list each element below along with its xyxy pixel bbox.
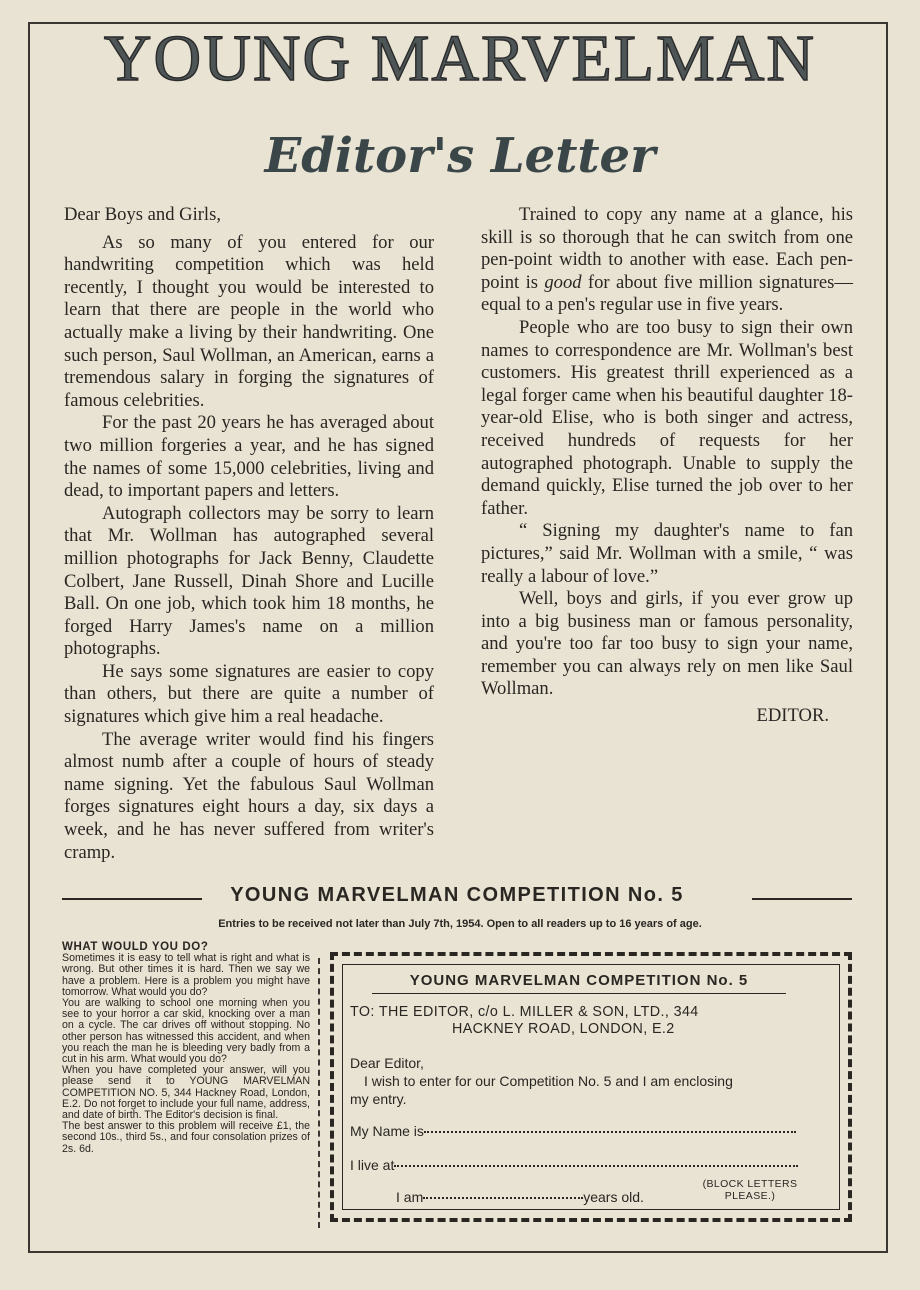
problem-paragraph: The best answer to this problem will receive £1, the second 10s., third 5s., and four consolation prizes of 2s. 6d. — [62, 1120, 310, 1155]
letter-salutation: Dear Boys and Girls, — [64, 204, 221, 225]
problem-paragraph: You are walking to school one morning when you see to your horror a car skid, knocking over a man on a cycle. The car drives off without stopping. No other person has witnessed this accident, and when you reach the man he is bleeding very badly from a cut in his arm. What would you do? — [62, 997, 310, 1066]
text-run: Trained to copy any name at a glance, his skill is so thorough that he can switch from one pen-point width to another with ease. Each pen-point is — [481, 204, 853, 293]
address-line: TO: THE EDITOR, c/o L. MILLER & SON, LTD., 344 — [350, 1004, 699, 1020]
text-run: for about five million signatures— equal to a pen's regular use in five years. — [481, 271, 853, 316]
coupon-body: I wish to enter for our Competition No. 5 and I am enclosing — [364, 1073, 733, 1089]
coupon-message — [350, 1054, 820, 1108]
letter-paragraph — [481, 204, 853, 317]
letter-paragraph: Autograph collectors may be sorry to learn that Mr. Wollman has autographed several million photographs for Jack Benny, Claudette Colbert, Jane Russell, Dinah Shore and Lucille Ball. On one job, which took him 18 months, he forged Harry James's name on a million photographs. — [64, 502, 434, 660]
emphasis-word: good — [544, 271, 582, 293]
age-field[interactable] — [396, 1188, 644, 1206]
competition-heading-bar — [62, 884, 852, 914]
name-label: My Name is — [350, 1123, 424, 1139]
problem-heading: WHAT WOULD YOU DO? — [62, 941, 209, 953]
name-blank[interactable] — [424, 1131, 796, 1133]
problem-paragraph: When you have completed your answer, will you please send it to YOUNG MARVELMAN COMPETITION NO. 5, 344 Hackney Road, London, E.2. Do not forget to include your full name, address, and date of birth. The Editor's decision is final. — [62, 1064, 310, 1122]
entry-coupon[interactable] — [330, 952, 852, 1222]
age-suffix: years old. — [583, 1189, 644, 1205]
competition-problem — [62, 942, 310, 1155]
address-label: I live at — [350, 1157, 395, 1173]
competition-rules: Entries to be received not later than July 7th, 1954. Open to all readers up to 16 years of age. — [218, 918, 702, 930]
coupon-address — [350, 1004, 818, 1038]
cut-line — [318, 958, 320, 1228]
letter-signoff: EDITOR. — [756, 705, 829, 727]
address-blank[interactable] — [394, 1165, 798, 1167]
address-line: HACKNEY ROAD, LONDON, E.2 — [452, 1021, 675, 1037]
coupon-title: YOUNG MARVELMAN COMPETITION No. 5 — [372, 972, 786, 994]
competition-heading: YOUNG MARVELMAN COMPETITION No. 5 — [230, 884, 684, 906]
letter-paragraph: Well, boys and girls, if you ever grow up into a big business man or famous personality, and you're too far too busy to sign your name, remember you can always rely on men like Saul Wollman. — [481, 588, 853, 700]
coupon-body: my entry. — [350, 1091, 407, 1107]
letter-column-left — [64, 204, 434, 864]
letter-paragraph: For the past 20 years he has averaged about two million forgeries a year, and he has signed the names of some 15,000 celebrities, living and dead, to important papers and letters. — [64, 412, 434, 502]
address-field[interactable] — [350, 1156, 798, 1174]
letter-column-right — [481, 204, 853, 728]
letter-paragraph: He says some signatures are easier to copy than others, but there are quite a number of signatures which give him a real headache. — [64, 660, 434, 728]
letter-paragraph: As so many of you entered for our handwriting competition which was held recently, I thought you would be interested to learn that there are people in the world who actually make a living by their handwriting. One such person, Saul Wollman, an American, earns a tremendous salary in forging the signatures of famous celebrities. — [64, 231, 434, 411]
letter-paragraph: The average writer would find his fingers almost numb after a couple of hours of steady name signing. Yet the fabulous Saul Wollman forges signatures eight hours a day, six days a week, and he has never suffered from writer's cramp. — [64, 728, 434, 863]
page-subtitle: Editor's Letter — [264, 128, 656, 184]
coupon-greeting: Dear Editor, — [350, 1055, 424, 1071]
masthead-title: YOUNG MARVELMAN — [103, 22, 817, 95]
age-label: I am — [396, 1189, 424, 1205]
letter-paragraph: “ Signing my daughter's name to fan pictures,” said Mr. Wollman with a smile, “ was really a labour of love.” — [481, 520, 853, 587]
letter-paragraph: People who are too busy to sign their own names to correspondence are Mr. Wollman's best customers. His greatest thrill experienced as a legal forger came when his beautiful daughter 18-year-old Elise, who is both singer and actress, received hundreds of requests for her autographed photograph. Unable to supply the demand quickly, Elise turned the job over to her father. — [481, 316, 853, 519]
problem-paragraph: Sometimes it is easy to tell what is right and what is wrong. But other times it is hard. Then we say we have a problem. Here is a problem you might have tomorrow. What would you do? — [62, 952, 310, 998]
name-field[interactable] — [350, 1122, 796, 1140]
age-blank[interactable] — [423, 1197, 583, 1199]
block-letters-note: (BLOCK LETTERS PLEASE.) — [702, 1178, 798, 1202]
